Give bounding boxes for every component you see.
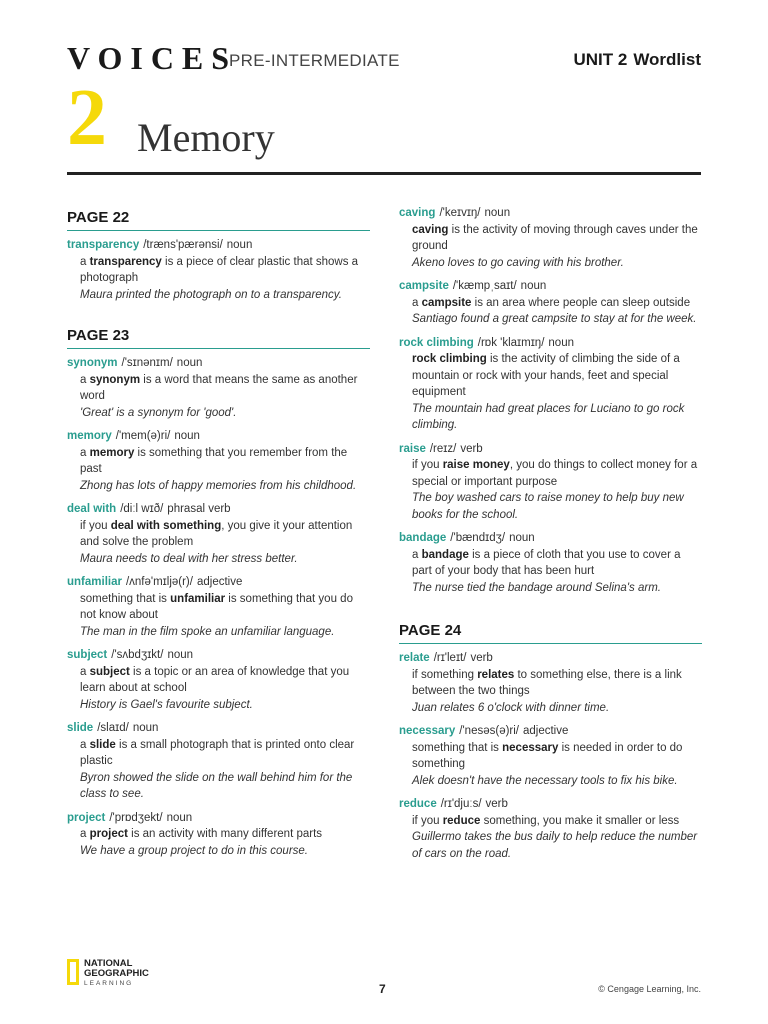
definition-text: is something that you do not know about (80, 592, 353, 621)
entry-definition (399, 295, 702, 312)
entry-example: Akeno loves to go caving with his brother. (412, 256, 624, 269)
entry-part-of-speech: noun (176, 357, 203, 369)
unit-number: UNIT 2 (573, 50, 628, 69)
entry-example: History is Gael's favourite subject. (80, 698, 253, 711)
brand-title: VOICES (67, 40, 238, 76)
definition-keyword: bandage (421, 548, 469, 561)
entry-headline (399, 796, 702, 813)
entry-pronunciation: /'prɒdʒekt/ (109, 811, 163, 824)
definition-keyword: project (89, 828, 128, 840)
entry-example: The boy washed cars to raise money to help buy new books for the school. (412, 492, 684, 521)
entry-word: slide (67, 722, 94, 734)
entry-pronunciation: /'sɪnənɪm/ (121, 357, 173, 369)
entry-word: caving (399, 207, 436, 219)
entry-definition (67, 445, 370, 478)
entry-word: synonym (67, 357, 118, 369)
definition-text: is an activity with many different parts (127, 828, 323, 840)
definition-text: is a piece of clear plastic that shows a photograph (80, 255, 359, 284)
entry-headline (67, 428, 370, 445)
entry-definition (67, 826, 370, 843)
entry-word: reduce (399, 798, 437, 810)
header-divider (67, 172, 701, 175)
wordlist-entry (67, 428, 370, 494)
entry-example: Byron showed the slide on the wall behind him for the class to see. (80, 771, 353, 800)
entry-example: Zhong has lots of happy memories from his childhood. (80, 479, 357, 492)
entry-headline (67, 810, 370, 827)
entry-example: Maura printed the photograph on to a transparency. (80, 288, 342, 301)
copyright: © Cengage Learning, Inc. (598, 984, 701, 994)
entry-pronunciation: /reɪz/ (429, 442, 457, 455)
definition-keyword: deal with something (110, 519, 222, 532)
entry-word: memory (67, 430, 112, 442)
definition-text: a (80, 665, 90, 678)
entry-part-of-speech: noun (548, 336, 574, 349)
entry-word: deal with (67, 503, 117, 515)
entry-word: project (67, 811, 106, 824)
entry-pronunciation: /'kæmpˌsaɪt/ (452, 280, 517, 292)
definition-text: a (80, 828, 90, 840)
entry-pronunciation: /rɪ'leɪt/ (433, 652, 467, 664)
entry-part-of-speech: phrasal verb (167, 503, 231, 515)
definition-keyword: slide (89, 738, 116, 751)
definition-text: something, you make it smaller or less (480, 814, 680, 827)
definition-text: if you (412, 814, 443, 827)
entry-part-of-speech: noun (167, 649, 194, 661)
definition-keyword: reduce (442, 814, 481, 827)
section-heading: PAGE 23 (67, 323, 370, 349)
logo-line-3: LEARNING (84, 980, 134, 987)
left-column (67, 205, 370, 866)
entry-part-of-speech: noun (520, 280, 547, 292)
wordlist-entry (67, 647, 370, 713)
entry-definition (67, 737, 370, 770)
definition-keyword: memory (89, 446, 135, 459)
logo-frame-icon (67, 959, 79, 985)
entry-definition (399, 547, 702, 580)
entry-example: Alek doesn't have the necessary tools to fix his bike. (412, 774, 678, 787)
entry-word: rock climbing (399, 336, 474, 349)
entry-definition (67, 664, 370, 697)
entry-pronunciation: /'keɪvɪŋ/ (439, 207, 481, 219)
wordlist-entry (399, 530, 702, 596)
entry-headline (67, 237, 370, 254)
entry-example: The mountain had great places for Luciano to go rock climbing. (412, 402, 685, 431)
entry-part-of-speech: verb (470, 652, 493, 664)
entry-definition (399, 813, 702, 830)
entry-pronunciation: /'mem(ə)ri/ (115, 430, 171, 442)
page-number: 7 (379, 982, 386, 996)
entry-part-of-speech: verb (485, 798, 508, 810)
wordlist-entry (399, 650, 702, 716)
section-heading: PAGE 22 (67, 205, 370, 231)
definition-keyword: unfamiliar (170, 592, 226, 605)
entry-example: Maura needs to deal with her stress better. (80, 552, 298, 565)
entry-headline (67, 355, 370, 372)
entry-example: Santiago found a great campsite to stay at for the week. (412, 313, 697, 325)
definition-text: is a topic or an area of knowledge that you learn about at school (80, 665, 350, 694)
entry-part-of-speech: adjective (196, 576, 243, 588)
entry-headline (67, 574, 370, 591)
entry-definition (399, 667, 702, 700)
entry-headline (399, 530, 702, 547)
entry-example: The nurse tied the bandage around Selina's arm. (412, 581, 661, 594)
section-heading: PAGE 24 (399, 618, 702, 644)
definition-text: is something that you remember from the past (80, 446, 348, 475)
entry-headline (67, 720, 370, 737)
entry-word: bandage (399, 532, 447, 544)
definition-text: , you give it your attention and solve the problem (80, 519, 353, 548)
wordlist-entry (399, 796, 702, 862)
entry-part-of-speech: noun (484, 207, 511, 219)
entry-pronunciation: /ʌnfə'mɪljə(r)/ (125, 576, 193, 588)
entry-pronunciation: /'bændɪdʒ/ (450, 532, 506, 544)
entry-word: raise (399, 442, 426, 455)
definition-text: if something (412, 668, 478, 681)
unit-label (567, 50, 701, 70)
entry-pronunciation: /slaɪd/ (97, 722, 129, 734)
entry-example: Guillermo takes the bus daily to help reduce the number of cars on the road. (412, 831, 698, 860)
definition-text: , you do things to collect money for a special or important purpose (412, 459, 698, 488)
wordlist-entry (67, 574, 370, 640)
wordlist-entry (67, 720, 370, 803)
entry-headline (399, 441, 702, 458)
definition-text: a (80, 373, 90, 386)
definition-text: a (80, 255, 90, 268)
entry-headline (399, 650, 702, 667)
entry-example: 'Great' is a synonym for 'good'. (80, 406, 237, 419)
entry-definition (399, 740, 702, 773)
entry-definition (67, 254, 370, 287)
definition-text: is a word that means the same as another word (80, 373, 358, 402)
entry-headline (399, 278, 702, 295)
logo-text (84, 959, 149, 989)
definition-keyword: subject (89, 665, 130, 678)
right-column (399, 205, 702, 869)
entry-word: unfamiliar (67, 576, 122, 588)
definition-keyword: transparency (89, 255, 162, 268)
definition-text: to something else, there is a link between the two things (412, 668, 682, 697)
definition-text: is an area where people can sleep outside (471, 296, 691, 309)
definition-text: is the activity of moving through caves under the ground (412, 223, 698, 252)
definition-text: something that is (80, 592, 171, 605)
wordlist-entry (399, 205, 702, 271)
page-header (67, 40, 701, 76)
entry-pronunciation: /rɪ'djuːs/ (440, 798, 482, 810)
definition-keyword: rock climbing (412, 353, 487, 365)
entry-part-of-speech: noun (226, 239, 253, 251)
entry-example: Juan relates 6 o'clock with dinner time. (412, 701, 610, 714)
entry-part-of-speech: noun (174, 430, 200, 442)
chapter-number: 2 (67, 74, 107, 162)
entry-part-of-speech: noun (509, 532, 535, 544)
entry-definition (399, 222, 702, 255)
entry-word: relate (399, 652, 430, 664)
wordlist-entry (399, 441, 702, 524)
definition-keyword: necessary (502, 741, 559, 754)
unit-section: Wordlist (633, 50, 701, 69)
definition-text: is a piece of cloth that you use to cover a part of your body that has been hurt (412, 548, 681, 577)
wordlist-entry (399, 335, 702, 434)
definition-keyword: raise money (442, 459, 510, 471)
definition-text: is the activity of climbing the side of a mountain or rock with your hands, feet and special equipment (412, 353, 680, 398)
entry-headline (399, 335, 702, 352)
entry-definition (67, 518, 370, 551)
definition-keyword: caving (412, 223, 449, 236)
logo-line-2: GEOGRAPHIC (84, 968, 149, 979)
entry-word: campsite (399, 280, 449, 292)
entry-part-of-speech: adjective (523, 725, 569, 737)
entry-headline (67, 501, 370, 518)
definition-keyword: campsite (421, 296, 472, 309)
entry-part-of-speech: noun (132, 722, 159, 734)
logo-line-1: NATIONAL (84, 958, 133, 969)
definition-text: if you (80, 519, 111, 532)
wordlist-entry (67, 355, 370, 421)
entry-headline (399, 205, 702, 222)
definition-text: is a small photograph that is printed onto clear plastic (80, 738, 355, 767)
entry-part-of-speech: noun (166, 811, 193, 824)
entry-part-of-speech: verb (460, 442, 483, 455)
level-label: PRE-INTERMEDIATE (229, 51, 400, 70)
entry-word: necessary (399, 725, 456, 737)
definition-text: a (80, 738, 90, 751)
wordlist-entry (67, 810, 370, 860)
definition-keyword: synonym (89, 373, 141, 386)
entry-headline (399, 723, 702, 740)
definition-keyword: relates (477, 668, 515, 681)
definition-text: something that is (412, 741, 503, 754)
definition-text: a (80, 446, 90, 459)
wordlist-entry (67, 501, 370, 567)
entry-example: We have a group project to do in this course. (80, 844, 309, 857)
entry-pronunciation: /diːl wɪð/ (120, 503, 164, 515)
definition-text: if you (412, 459, 443, 471)
entry-word: subject (67, 649, 108, 661)
definition-text: is needed in order to do something (412, 741, 683, 770)
entry-definition (67, 372, 370, 405)
wordlist-entry (67, 237, 370, 303)
entry-pronunciation: /træns'pærənsi/ (143, 239, 223, 251)
entry-headline (67, 647, 370, 664)
entry-definition (399, 457, 702, 490)
definition-text: a (412, 548, 422, 561)
chapter-title: Memory (137, 115, 275, 160)
entry-word: transparency (67, 239, 140, 251)
entry-pronunciation: /rɒk 'klaɪmɪŋ/ (477, 336, 545, 349)
entry-definition (399, 351, 702, 401)
wordlist-entry (399, 278, 702, 328)
entry-definition (67, 591, 370, 624)
entry-example: The man in the film spoke an unfamiliar language. (80, 625, 335, 638)
definition-text: a (412, 296, 422, 309)
wordlist-entry (399, 723, 702, 789)
entry-pronunciation: /'sʌbdʒɪkt/ (111, 649, 164, 661)
entry-pronunciation: /'nesəs(ə)ri/ (459, 725, 519, 737)
